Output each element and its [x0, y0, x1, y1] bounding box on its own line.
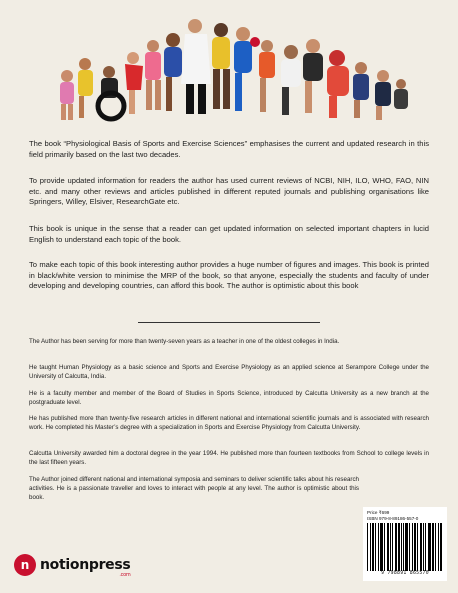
barcode-bar	[440, 523, 442, 571]
intro-paragraph-4: To make each topic of this book interesting author provides a huge number of figures and images. This book is printed in black/white version to minimise the MRP of the book, so that anyone, especially the students and faculty of under developing and developing countries, can afford this book. The author is optimistic about this book	[29, 260, 429, 291]
bio-paragraph-3: He is a faculty member and member of the Board of Studies in Sports Science, introduced by Calcutta University as a new branch at the postgraduate level.	[29, 390, 429, 406]
barcode-bar	[378, 523, 379, 571]
barcode-bar	[392, 523, 393, 571]
barcode-bar	[367, 523, 368, 571]
barcode-bar	[375, 523, 376, 571]
barcode-bar	[420, 523, 422, 571]
section-divider	[138, 322, 320, 323]
barcode-bar	[372, 523, 374, 571]
barcode-bar	[384, 523, 385, 571]
barcode-bar	[370, 523, 371, 571]
barcode-bar	[387, 523, 389, 571]
barcode-bar	[380, 523, 383, 571]
barcode-bar	[417, 523, 418, 571]
notionpress-logo-icon: n	[14, 554, 36, 576]
barcode-bar	[425, 523, 426, 571]
publisher-logo	[14, 553, 130, 577]
isbn-label: ISBN 979-8-89186-557-0	[367, 515, 419, 521]
barcode-bar	[432, 523, 434, 571]
barcode-bar	[395, 523, 397, 571]
barcode-bar	[423, 523, 424, 571]
barcode-bar	[398, 523, 400, 571]
barcode-bar	[403, 523, 404, 571]
intro-paragraph-2: To provide updated information for readers the author has used current reviews of NCBI, NIH, ILO, WHO, FAO, NIN etc. and many other reviews and articles published in different reputed journals and publishing organisations like Springers, Willey, Elsiver, ResearchGate etc.	[29, 176, 429, 207]
publisher-name: notionpress .com	[40, 557, 131, 578]
bio-paragraph-5: Calcutta University awarded him a doctoral degree in the year 1994. He published more than fourteen textbooks from School to college levels in the last fifteen years.	[29, 450, 429, 466]
barcode-bar	[435, 523, 436, 571]
barcode-bar	[401, 523, 402, 571]
athletes-collage-image	[45, 6, 413, 124]
publisher-domain: .com	[119, 572, 131, 578]
bio-paragraph-1: The Author has been serving for more than twenty-seven years as a teacher in one of the oldest colleges in India.	[29, 338, 340, 345]
bio-paragraph-4: He has published more than twenty-five research articles in different national and international scientific journals and is associated with research work. He completed his Master’s degree with a specialization in Sports and Exercise Physiology from Calcutta University.	[29, 415, 429, 431]
barcode-bar	[438, 523, 439, 571]
barcode-bar	[428, 523, 431, 571]
barcode-bar	[412, 523, 413, 571]
bio-paragraph-2: He taught Human Physiology as a basic science and Sports and Exercise Physiology as an applied science at Serampore College under the University of Calcutta, India.	[29, 364, 429, 380]
intro-paragraph-1: The book “Physiological Basis of Sports and Exercise Sciences” emphasises the current and updated research in this field primarily based on the last two decades.	[29, 139, 429, 159]
barcode-area	[363, 507, 447, 581]
intro-paragraph-3: This book is unique in the sense that a reader can get updated information on selected important chapters in lucid English to understand each topic of the book.	[29, 224, 429, 244]
barcode-digits: 9 798891 865570	[381, 571, 429, 577]
barcode-bar	[414, 523, 416, 571]
barcode-bar	[405, 523, 408, 571]
price-label: Price ₹699	[367, 510, 390, 515]
barcode-bar	[390, 523, 391, 571]
barcode-bar	[409, 523, 410, 571]
barcode-bars	[367, 523, 443, 571]
bio-paragraph-6: The Author joined different national and international symposia and seminars to deliver scientific talks about his research activities. He is a passionate traveller and loves to interact with people at any level. The author is optimistic about this book.	[29, 476, 359, 501]
